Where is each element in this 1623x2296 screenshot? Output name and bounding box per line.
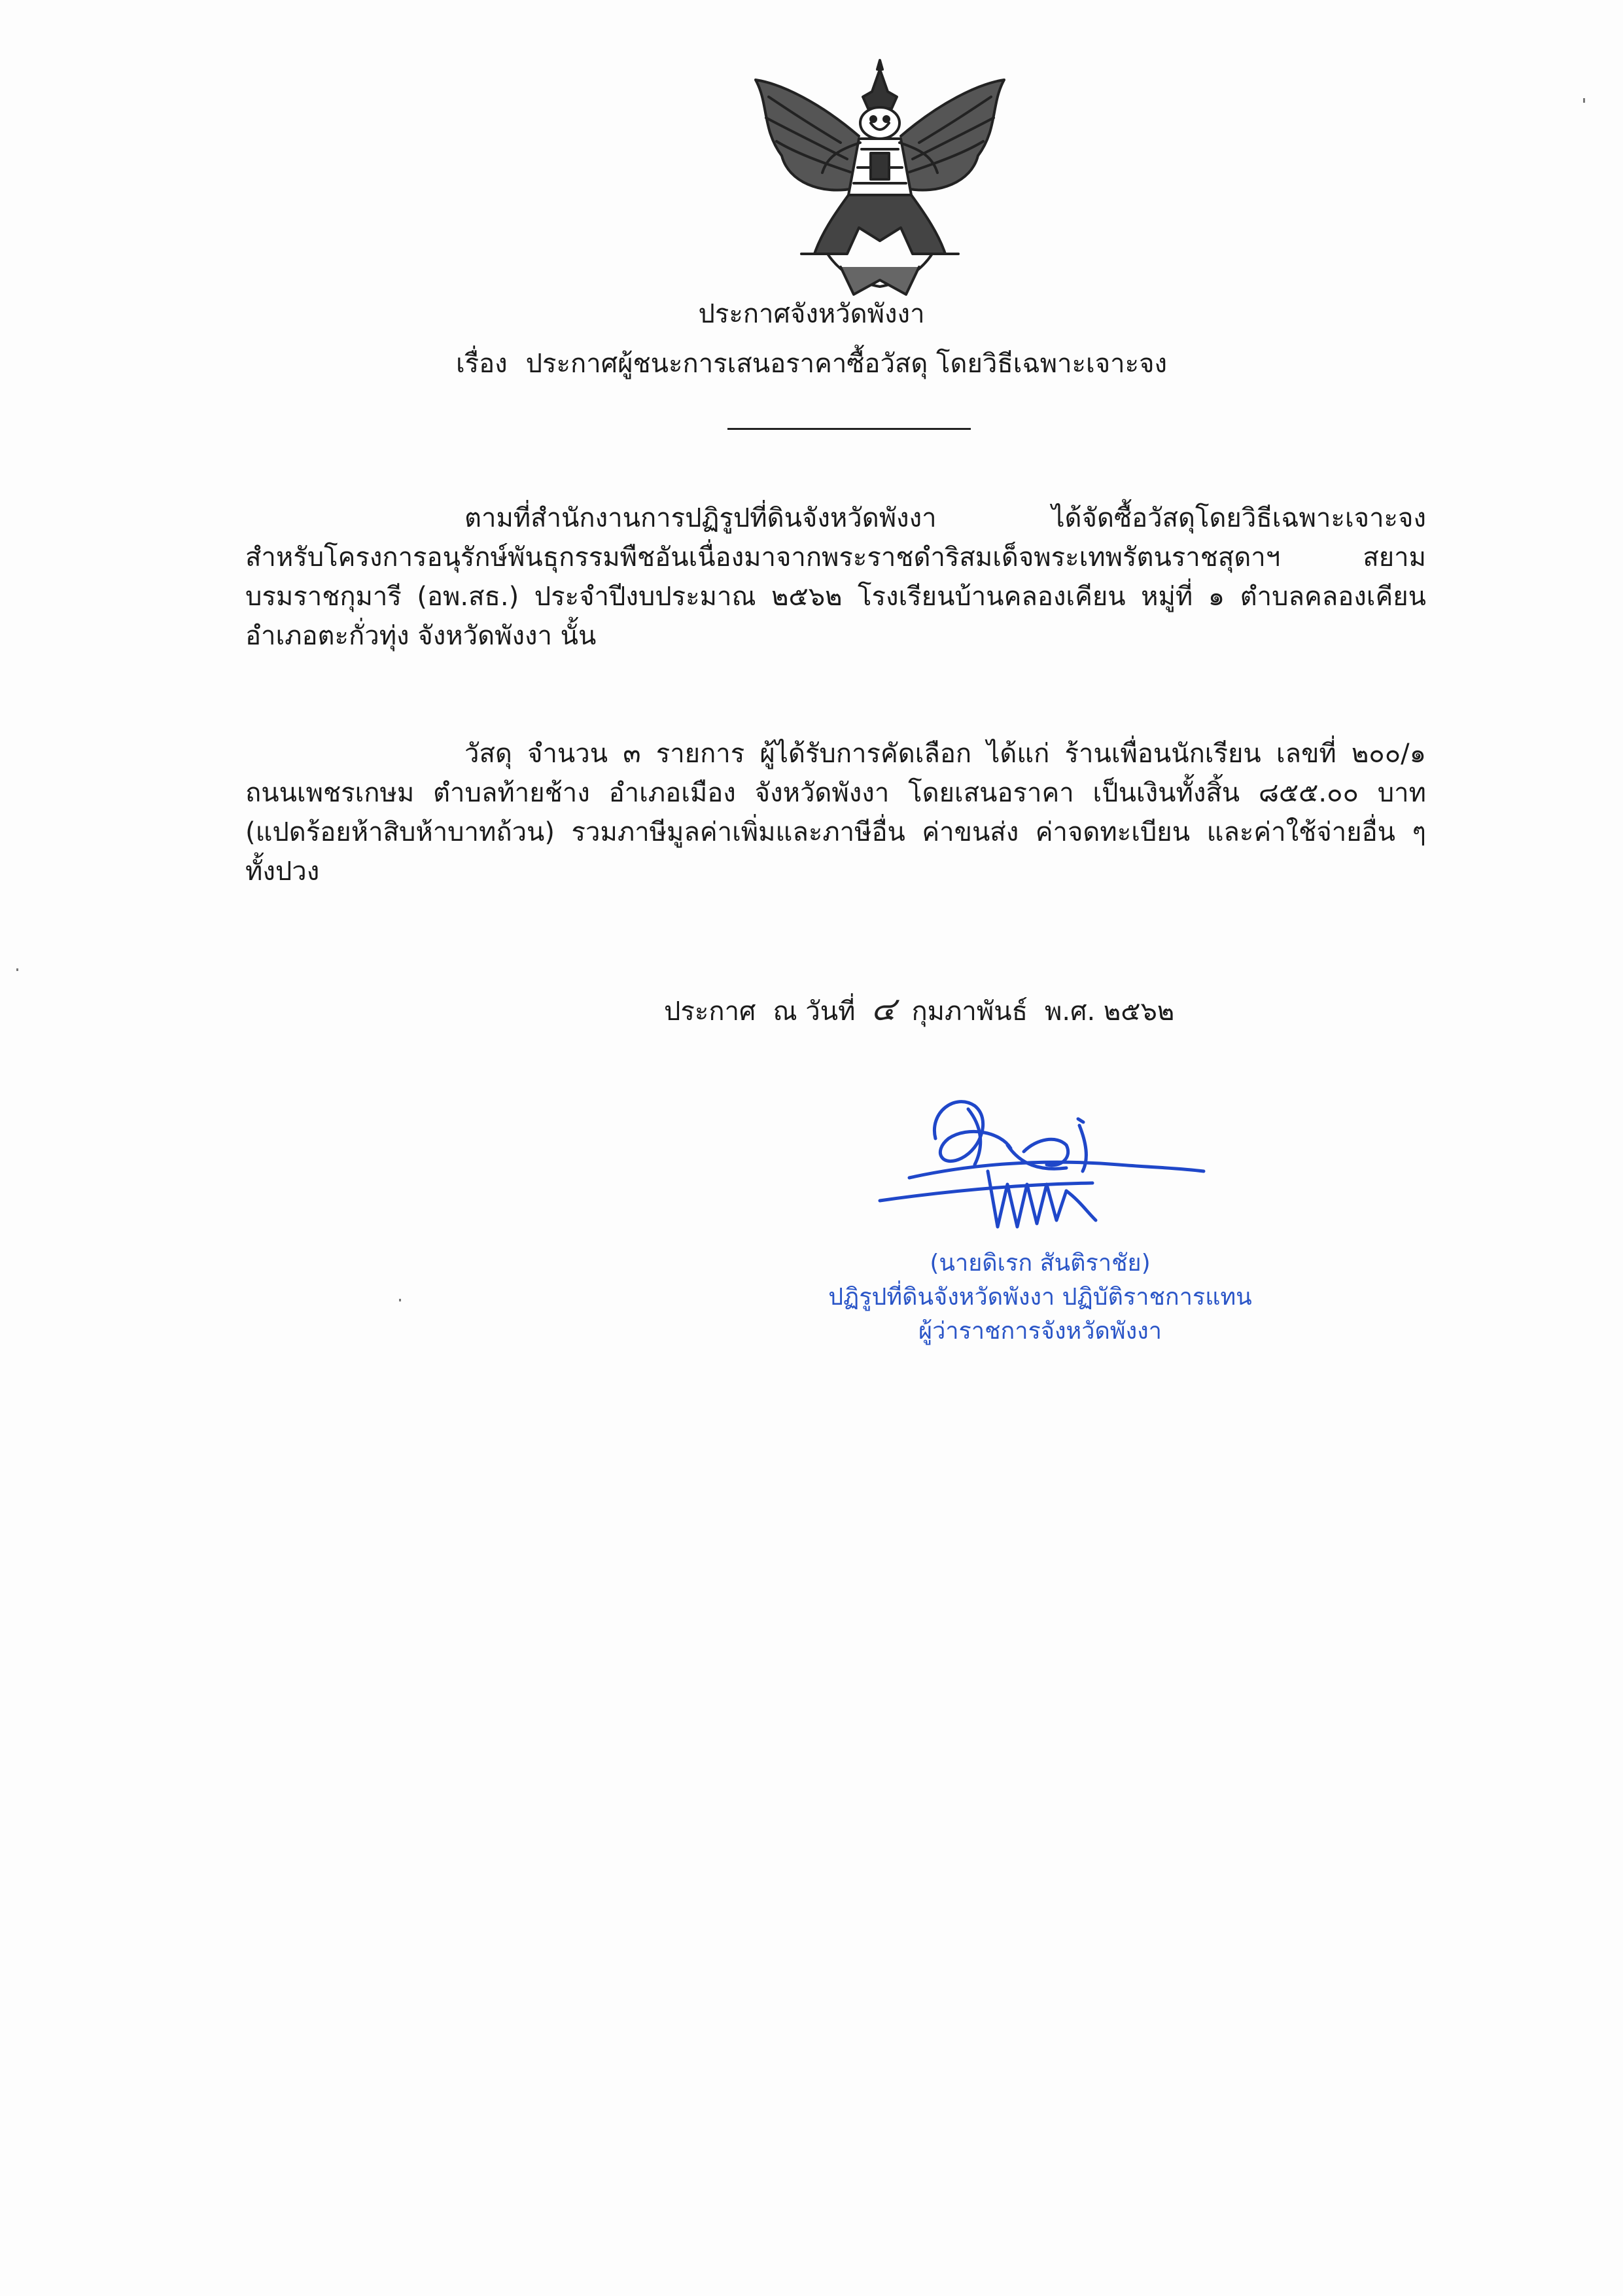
paragraph2-line: (แปดร้อยห้าสิบห้าบาทถ้วน) รวมภาษีมูลค่าเพิ่มและภาษีอื่น ค่าขนส่ง ค่าจดทะเบียน และค่าใช้จ่ายอื่น ๆ <box>245 817 1426 847</box>
signatory-block <box>772 1246 1308 1349</box>
paragraph1-line: อำเภอตะกั่วทุ่ง จังหวัดพังงา นั้น <box>245 621 597 651</box>
announcement-date <box>664 989 1174 1031</box>
paragraph1-line: สำหรับโครงการอนุรักษ์พันธุกรรมพืชอันเนื่องมาจากพระราชดำริสมเด็จพระเทพรัตนราชสุดาฯ สยาม <box>245 542 1426 573</box>
scan-speck <box>16 968 18 971</box>
paragraph2-line: ถนนเพชรเกษม ตำบลท้ายช้าง อำเภอเมือง จังหวัดพังงา โดยเสนอราคา เป็นเงินทั้งสิ้น ๘๕๕.๐๐ บาท <box>245 778 1426 808</box>
date-on-label: ณ วันที่ <box>773 997 856 1027</box>
body-paragraph-2 <box>245 734 1426 891</box>
signatory-position-2: ผู้ว่าราชการจังหวัดพังงา <box>918 1318 1162 1345</box>
paragraph2-line: วัสดุ จำนวน ๓ รายการ ผู้ได้รับการคัดเลือก ได้แก่ ร้านเพื่อนนักเรียน เลขที่ ๒๐๐/๑ <box>464 739 1426 769</box>
garuda-emblem-icon <box>742 58 1017 303</box>
handwritten-signature <box>870 1086 1263 1250</box>
subject-label: เรื่อง <box>455 349 508 379</box>
paragraph1-line: บรมราชกุมารี (อพ.สธ.) ประจำปีงบประมาณ ๒๕๖๒ โรงเรียนบ้านคลองเคียน หมู่ที่ ๑ ตำบลคลองเคียน <box>245 582 1426 612</box>
date-day-handwritten: ๔ <box>871 990 896 1028</box>
announcement-title: ประกาศจังหวัดพังงา <box>698 299 925 329</box>
signatory-name: (นายดิเรก สันติราชัย) <box>930 1250 1151 1277</box>
paragraph2-line: ทั้งปวง <box>245 857 320 887</box>
paragraph1-line: ตามที่สำนักงานการปฏิรูปที่ดินจังหวัดพังงา ได้จัดซื้อวัสดุโดยวิธีเฉพาะเจาะจง <box>464 503 1426 533</box>
scan-speck <box>399 1299 401 1301</box>
subject-line <box>0 345 1623 382</box>
scan-speck <box>1583 98 1585 103</box>
date-prefix: ประกาศ <box>664 997 756 1027</box>
header-divider <box>727 428 971 430</box>
date-month: กุมภาพันธ์ <box>911 997 1028 1027</box>
body-paragraph-1 <box>245 499 1426 656</box>
subject-text: ประกาศผู้ชนะการเสนอราคาซื้อวัสดุ โดยวิธีเฉพาะเจาะจง <box>525 349 1168 379</box>
signatory-position-1: ปฏิรูปที่ดินจังหวัดพังงา ปฏิบัติราชการแทน <box>828 1284 1252 1311</box>
date-year: พ.ศ. ๒๕๖๒ <box>1044 997 1175 1027</box>
